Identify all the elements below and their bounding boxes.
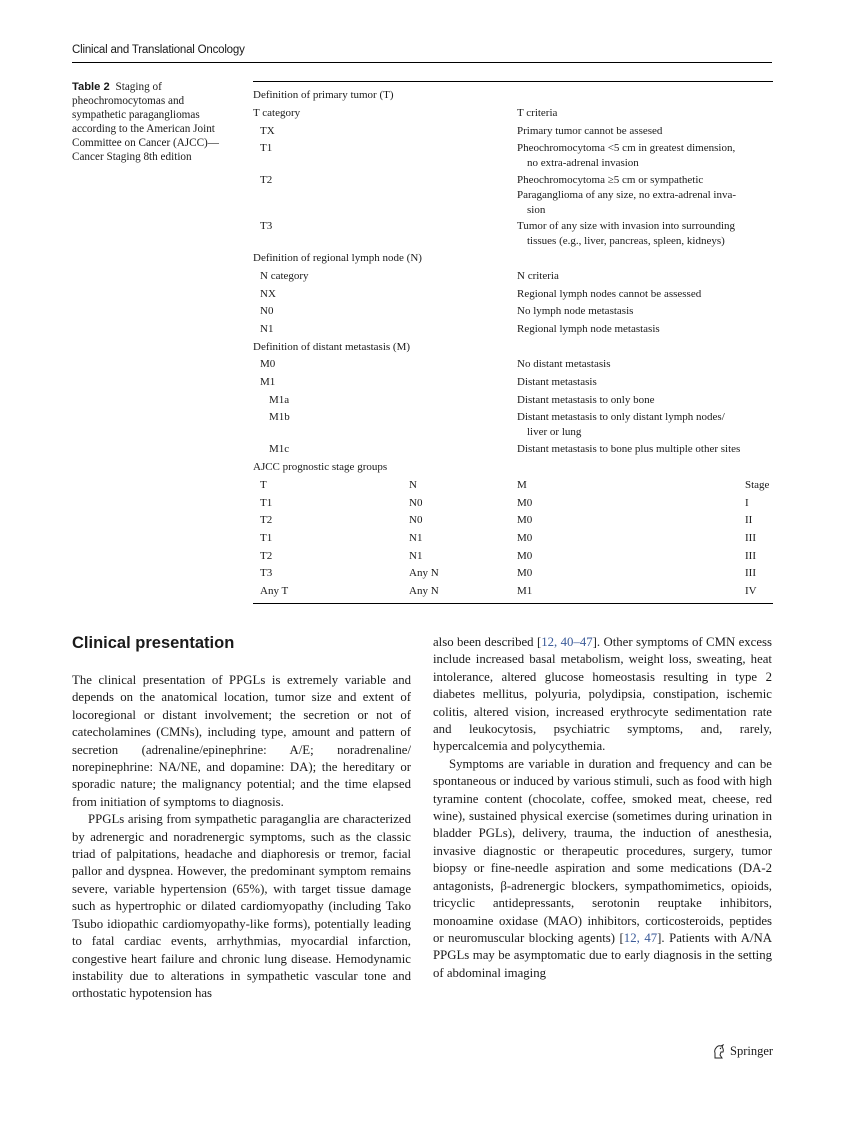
paragraph: PPGLs arising from sympathetic paraganglia are characterized by adrenergic and noradrenergic symptoms, such as the classic triad of palpitations, headache and diaphoresis or tremor, facial pallor and dyspnea. However, the predominant symptom remains severe, variable hypertension (65%), with target tissue damage such as hypertrophic or dilated cardiomyopathy (including Tako Tsubo idiopathic cardiomyopathy-like forms), potentially leading to fatal cardiac events, arrhythmias, myocardial infarction, congestive heart failure and chronic lung disease. Hemodynamic instability due to alterations in sympathetic vascular tone and orthostatic hypotension has — [72, 812, 411, 1001]
stage-header-n: N — [409, 479, 417, 491]
stage-n: N1 — [409, 532, 423, 544]
t-category: T1 — [260, 142, 273, 154]
header-rule — [72, 62, 772, 63]
stage-t: T2 — [260, 550, 273, 562]
t-col-header-left: T category — [253, 107, 301, 119]
citation-link[interactable]: 12, 47 — [623, 930, 658, 945]
table-label: Table 2 — [72, 81, 110, 93]
stage-value: III — [745, 567, 756, 579]
paragraph — [433, 634, 772, 756]
journal-title: Clinical and Translational Oncology — [72, 44, 245, 56]
stage-t: T2 — [260, 514, 273, 526]
right-column — [433, 634, 772, 982]
t-criteria-cont: sion — [527, 204, 546, 216]
stage-t: T1 — [260, 497, 273, 509]
stage-m: M0 — [517, 567, 533, 579]
m-criteria: Distant metastasis to only distant lymph nodes/ — [517, 411, 725, 423]
table-caption-text: Staging of pheochromocytomas and sympathetic paragangliomas according to the American Joint Committee on Cancer (AJCC)—Cancer Staging 8th edition — [72, 81, 219, 163]
section-title-stage: AJCC prognostic stage groups — [253, 461, 388, 473]
t-criteria: Primary tumor cannot be assesed — [517, 125, 663, 137]
stage-m: M0 — [517, 514, 533, 526]
table-caption — [72, 80, 224, 164]
t-col-header-right: T criteria — [517, 107, 558, 119]
n-category: NX — [260, 288, 276, 300]
t-criteria: Pheochromocytoma <5 cm in greatest dimension, — [517, 142, 736, 154]
t-criteria-cont: Paraganglioma of any size, no extra-adrenal inva- — [517, 189, 736, 201]
n-col-header-left: N category — [260, 270, 309, 282]
t-criteria-cont: tissues (e.g., liver, pancreas, spleen, kidneys) — [527, 235, 725, 247]
n-category: N0 — [260, 305, 274, 317]
stage-header-t: T — [260, 479, 267, 491]
section-heading: Clinical presentation — [72, 634, 235, 652]
section-title-m: Definition of distant metastasis (M) — [253, 341, 411, 353]
m-criteria: Distant metastasis to only bone — [517, 394, 655, 406]
stage-t: Any T — [260, 585, 289, 597]
stage-n: N0 — [409, 514, 423, 526]
stage-m: M0 — [517, 532, 533, 544]
stage-n: N0 — [409, 497, 423, 509]
stage-n: N1 — [409, 550, 423, 562]
m-criteria-cont: liver or lung — [527, 426, 582, 438]
stage-m: M0 — [517, 497, 533, 509]
n-category: N1 — [260, 323, 274, 335]
stage-n: Any N — [409, 567, 439, 579]
n-criteria: Regional lymph node metastasis — [517, 323, 660, 335]
m-category: M1c — [269, 443, 290, 455]
m-category: M1 — [260, 376, 276, 388]
stage-value: I — [745, 497, 749, 509]
text-run: ]. Other symptoms of CMN excess include increased basal metabolism, weight loss, sweating, heat intolerance, altered glucose homeostasis resulting in type 2 diabetes mellitus, polyuria, polydipsia, constipation, ischemic colitis, altered vision, increased erythrocyte sedimentation rate and leukocytosis, psychiatric symptoms, and, rarely, hypercalcemia and polycythemia. — [433, 635, 772, 754]
stage-value: III — [745, 532, 756, 544]
m-category: M0 — [260, 358, 276, 370]
table-bottom-rule — [253, 603, 773, 604]
stage-value: II — [745, 514, 753, 526]
m-category: M1b — [269, 411, 290, 423]
stage-m: M1 — [517, 585, 533, 597]
stage-header-m: M — [517, 479, 527, 491]
t-criteria: Pheochromocytoma ≥5 cm or sympathetic — [517, 174, 704, 186]
left-column — [72, 672, 411, 1003]
text-run: Symptoms are variable in duration and frequency and can be spontaneous or induced by various stimuli, such as food with high tyramine content (chocolate, coffee, smoked meat, cheese, red wine), sustained physical exercise (sometimes during urination in bladder PGLs), delivery, trauma, the induction of anesthesia, invasive diagnostic or therapeutic procedures, surgery, tumor biopsy or fine-needle aspiration and some medications (DA-2 antagonists, β-adrenergic blockers, sympathomimetics, opioids, tricyclic antidepressants, serotonin reuptake inhibitors, monoamine oxidase (MAO) inhibitors, corticosteroids, peptides or neuromuscular blocking agents) [ — [433, 756, 772, 945]
n-criteria: No lymph node metastasis — [517, 305, 634, 317]
t-criteria-cont: no extra-adrenal invasion — [527, 157, 639, 169]
n-col-header-right: N criteria — [517, 270, 559, 282]
table-top-rule — [253, 81, 773, 82]
section-title-t: Definition of primary tumor (T) — [253, 89, 394, 101]
t-category: T3 — [260, 220, 273, 232]
m-category: M1a — [269, 394, 290, 406]
citation-link[interactable]: 12, 40–47 — [541, 635, 593, 649]
paragraph — [433, 756, 772, 982]
stage-header-stage: Stage — [745, 479, 770, 491]
t-category: TX — [260, 125, 275, 137]
stage-t: T1 — [260, 532, 273, 544]
m-criteria: Distant metastasis to bone plus multiple other sites — [517, 443, 741, 455]
t-category: T2 — [260, 174, 273, 186]
publisher-logo — [712, 1044, 773, 1059]
stage-value: IV — [745, 585, 757, 597]
stage-value: III — [745, 550, 756, 562]
stage-n: Any N — [409, 585, 439, 597]
n-criteria: Regional lymph nodes cannot be assessed — [517, 288, 702, 300]
paragraph: The clinical presentation of PPGLs is extremely variable and depends on the anatomical location, tumor size and extent of locoregional or distant involvement; the secretion or not of catecholamines (CMNs), including type, amount and pattern of secretion (adrenaline/epinephrine: A/E; noradrenaline/ norepinephrine: NA/NE, and dopamine: DA); the hereditary or sporadic nature; the malignancy potential; and the time elapsed from initiation of symptoms to diagnosis. — [72, 673, 411, 809]
springer-horse-icon — [712, 1044, 726, 1059]
stage-t: T3 — [260, 567, 273, 579]
text-run: ]. Patients with A/NA PPGLs may be asymptomatic due to early diagnosis in the setting of abdominal imaging — [433, 930, 773, 980]
text-run: also been described [ — [433, 635, 542, 649]
m-criteria: Distant metastasis — [517, 376, 597, 388]
publisher-name: Springer — [730, 1044, 774, 1058]
section-title-n: Definition of regional lymph node (N) — [253, 252, 422, 264]
t-criteria: Tumor of any size with invasion into surrounding — [517, 220, 736, 232]
m-criteria: No distant metastasis — [517, 358, 611, 370]
stage-m: M0 — [517, 550, 533, 562]
